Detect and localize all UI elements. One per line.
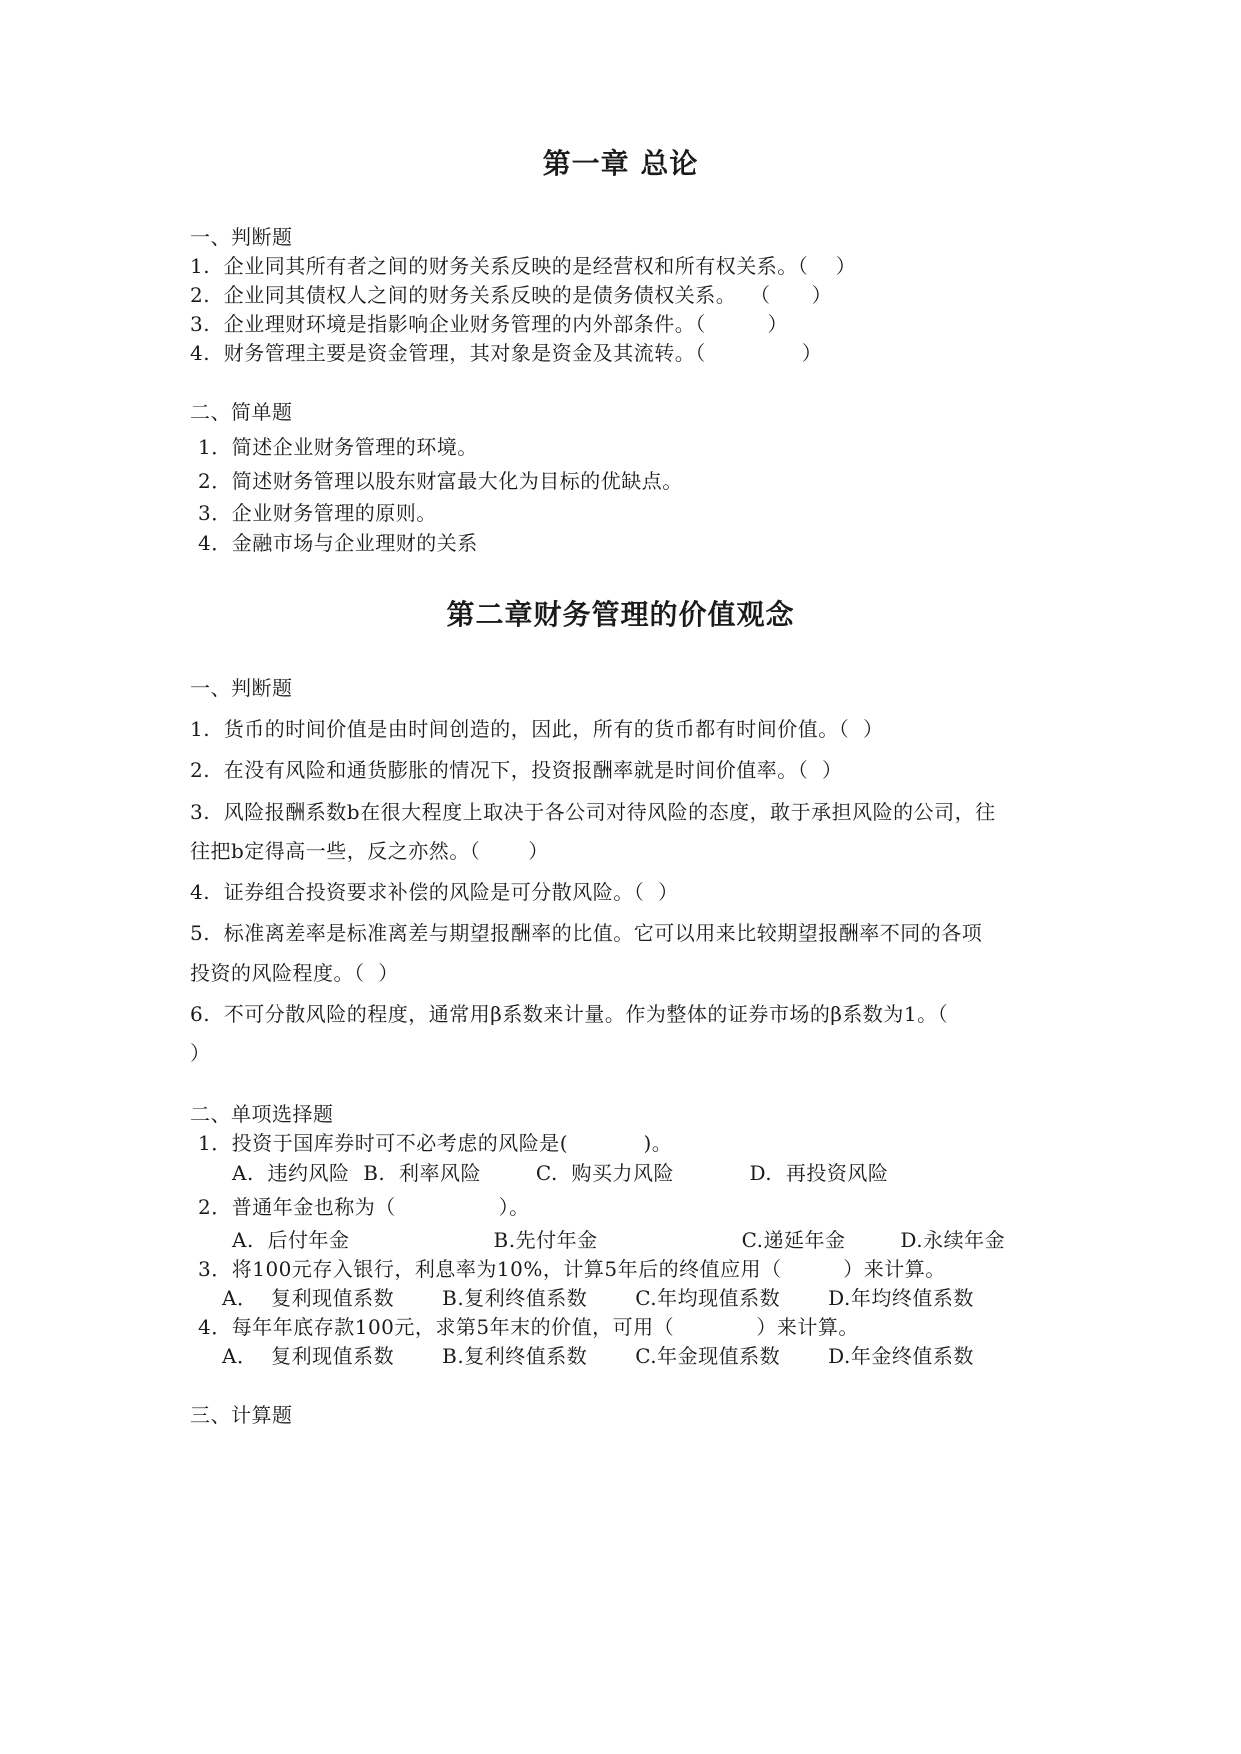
ch2-choice-options-1: A. 违约风险 B. 利率风险 C. 购买力风险 D. 再投资风险 [232, 1161, 889, 1185]
ch2-choice-question-3: 3．将100元存入银行，利息率为10%，计算5年后的终值应用（ ）来计算。 [198, 1257, 946, 1281]
ch1-judge-item-2: 2. 企业同其债权人之间的财务关系反映的是债务债权关系。 （ ） [190, 283, 833, 307]
ch2-section2-heading: 二、单项选择题 [190, 1102, 334, 1126]
ch1-short-item-4: 4．金融市场与企业理财的关系 [198, 531, 478, 555]
ch2-judge-item-6: 6. 不可分散风险的程度，通常用β系数来计量。作为整体的证券市场的β系数为1。（ [190, 1002, 949, 1026]
ch1-judge-item-4: 4. 财务管理主要是资金管理，其对象是资金及其流转。（ ） [190, 341, 823, 365]
chapter2-title: 第二章财务管理的价值观念 [446, 598, 795, 631]
ch2-choice-options-3: A． 复利现值系数 B.复利终值系数 C.年均现值系数 D.年均终值系数 [222, 1286, 974, 1310]
ch2-choice-options-4: A． 复利现值系数 B.复利终值系数 C.年金现值系数 D.年金终值系数 [222, 1344, 974, 1368]
ch1-short-item-2: 2．简述财务管理以股东财富最大化为目标的优缺点。 [198, 469, 683, 493]
ch2-choice-question-4: 4．每年年底存款100元，求第5年末的价值，可用（ ）来计算。 [198, 1315, 859, 1339]
ch2-judge-item-1: 1. 货币的时间价值是由时间创造的，因此，所有的货币都有时间价值。（ ） [190, 717, 884, 741]
ch1-short-item-3: 3．企业财务管理的原则。 [198, 501, 437, 525]
ch2-judge-item-4: 4. 证券组合投资要求补偿的风险是可分散风险。（ ） [190, 880, 679, 904]
ch1-section2-heading: 二、简单题 [190, 400, 293, 424]
ch2-section3-heading: 三、计算题 [190, 1403, 293, 1427]
ch2-judge-item-6-cont: ） [190, 1041, 211, 1065]
ch2-judge-item-5: 5. 标准离差率是标准离差与期望报酬率的比值。它可以用来比较期望报酬率不同的各项 [190, 921, 983, 945]
ch1-judge-item-1: 1. 企业同其所有者之间的财务关系反映的是经营权和所有权关系。（ ） [190, 254, 857, 278]
ch1-section1-heading: 一、判断题 [190, 225, 293, 249]
ch1-judge-item-3: 3. 企业理财环境是指影响企业财务管理的内外部条件。（ ） [190, 312, 789, 336]
ch2-judge-item-3-cont: 往把b定得高一些，反之亦然。（ ） [190, 839, 549, 863]
ch2-choice-question-2: 2．普通年金也称为（ ）。 [198, 1195, 530, 1219]
ch2-choice-options-2: A. 后付年金 B.先付年金 C.递延年金 D.永续年金 [232, 1228, 1006, 1252]
ch2-judge-item-3: 3. 风险报酬系数b在很大程度上取决于各公司对待风险的态度，敢于承担风险的公司，往 [190, 800, 996, 824]
chapter1-title: 第一章 总论 [542, 147, 699, 180]
ch2-choice-question-1: 1．投资于国库券时可不必考虑的风险是( )。 [198, 1131, 673, 1155]
ch2-judge-item-5-cont: 投资的风险程度。（ ） [190, 961, 399, 985]
ch2-section1-heading: 一、判断题 [190, 676, 293, 700]
ch1-short-item-1: 1．简述企业财务管理的环境。 [198, 435, 478, 459]
ch2-judge-item-2: 2. 在没有风险和通货膨胀的情况下，投资报酬率就是时间价值率。（ ） [190, 758, 843, 782]
